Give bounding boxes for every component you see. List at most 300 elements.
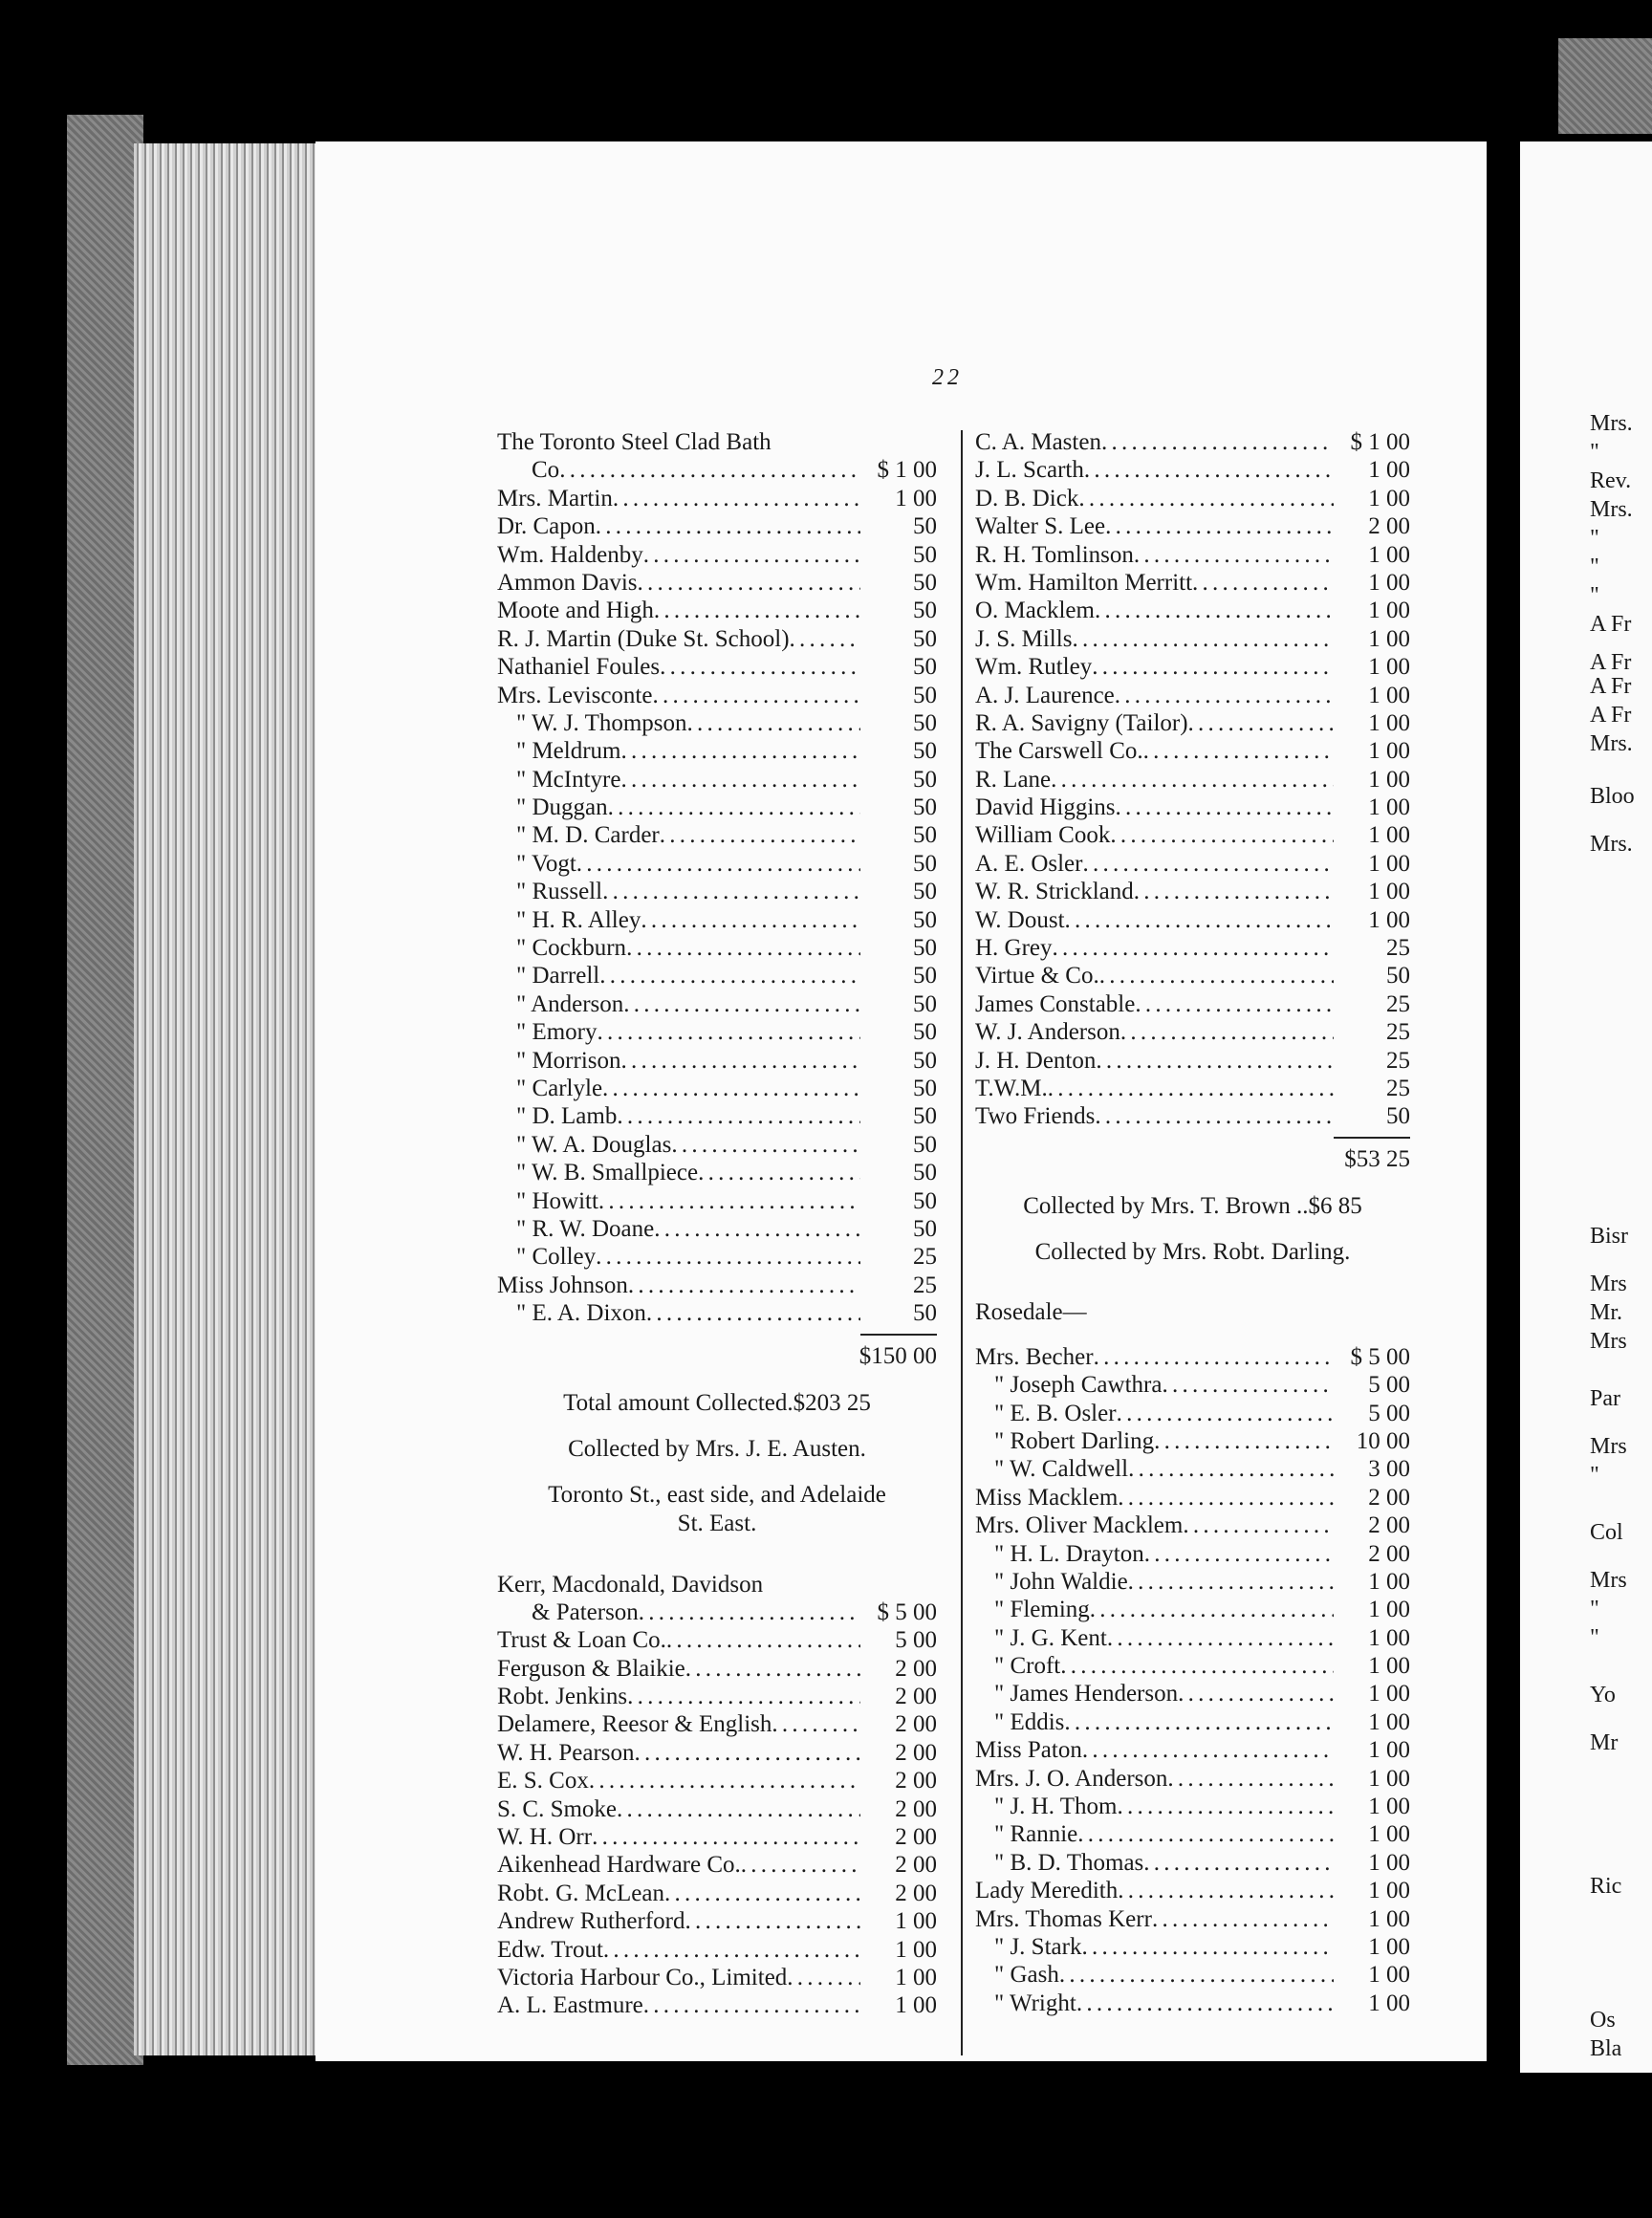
- donation-amount: 1 00: [895, 1964, 937, 1990]
- donation-amount: 1 00: [1368, 485, 1410, 511]
- dot-leader: [589, 1767, 860, 1794]
- donor-name: Mrs. Levisconte: [497, 682, 653, 708]
- dot-leader: [1082, 850, 1334, 878]
- list-item: [975, 428, 1410, 456]
- dot-leader: [1051, 766, 1334, 794]
- dot-leader: [1178, 1680, 1334, 1707]
- dot-leader: [1118, 1793, 1334, 1820]
- facing-page-fragment: ": [1590, 440, 1599, 465]
- donor-name: Co: [532, 457, 560, 484]
- donor-name: " W. J. Thompson: [516, 709, 687, 736]
- dot-leader: [687, 709, 860, 737]
- list-item: [497, 1907, 937, 1935]
- dot-leader: [654, 1215, 860, 1243]
- donor-name: Two Friends: [975, 1103, 1096, 1130]
- donor-name: " Wright: [994, 1990, 1076, 2016]
- facing-page-fragment: A Fr: [1590, 674, 1632, 699]
- dot-leader: [1072, 625, 1334, 653]
- donor-name: " W. A. Douglas: [516, 1131, 672, 1158]
- dot-leader: [1084, 456, 1334, 484]
- donor-name: R. Lane: [975, 766, 1052, 793]
- facing-page-fragment: A Fr: [1590, 650, 1632, 675]
- facing-page-fragment: ": [1590, 554, 1599, 579]
- donor-name: Andrew Rutherford: [497, 1908, 685, 1935]
- list-item: [975, 934, 1410, 962]
- list-item: [975, 1455, 1410, 1483]
- donor-name: " Fleming: [994, 1597, 1090, 1623]
- donation-amount: 2 00: [1368, 513, 1410, 540]
- donor-name: " Morrison: [516, 1047, 621, 1074]
- list-item: [497, 990, 937, 1018]
- list-item: [497, 821, 937, 849]
- dot-leader: [638, 569, 860, 597]
- donor-name: Delamere, Reesor & English: [497, 1711, 772, 1738]
- donor-name: Mrs. Becher: [975, 1343, 1094, 1370]
- dot-leader: [635, 1739, 860, 1767]
- donation-amount: 25: [913, 1244, 937, 1271]
- list-item: [975, 1018, 1410, 1046]
- list-item: [497, 1823, 937, 1851]
- list-item: [497, 1075, 937, 1102]
- list-item: [975, 1102, 1410, 1130]
- donation-amount: 1 00: [895, 1908, 937, 1935]
- dot-leader: [1152, 1905, 1334, 1933]
- list-item: [497, 1936, 937, 1964]
- donor-name: " D. Lamb: [516, 1103, 618, 1130]
- dot-leader: [1115, 682, 1334, 709]
- donor-name: R. J. Martin (Duke St. School): [497, 625, 790, 652]
- dot-leader: [1192, 569, 1334, 597]
- facing-page-fragment: Rev.: [1590, 468, 1632, 493]
- list-item: [497, 878, 937, 905]
- list-item: [975, 1793, 1410, 1820]
- donor-name: James Constable: [975, 990, 1136, 1017]
- dot-leader: [1116, 794, 1334, 821]
- list-item: [497, 1739, 937, 1767]
- dot-leader: [652, 682, 860, 709]
- list-item: [497, 682, 937, 709]
- donation-amount: 1 00: [1368, 625, 1410, 652]
- donor-name: " H. R. Alley: [516, 906, 641, 933]
- list-item: [975, 1765, 1410, 1793]
- facing-page-fragment: ": [1590, 526, 1599, 551]
- donor-name: W. R. Strickland: [975, 879, 1134, 905]
- list-item: [497, 737, 937, 765]
- donor-name: " Russell: [516, 879, 603, 905]
- list-item: [975, 1877, 1410, 1904]
- dot-leader: [1095, 597, 1334, 624]
- dot-leader: [790, 625, 860, 653]
- list-item: [975, 737, 1410, 765]
- donation-amount: 50: [913, 822, 937, 849]
- list-item: [497, 428, 937, 456]
- donation-amount: 1 00: [1368, 1849, 1410, 1876]
- donor-name: The Toronto Steel Clad Bath: [497, 429, 772, 455]
- donor-name: Trust & Loan Co.: [497, 1627, 666, 1654]
- dot-leader: [1167, 1765, 1334, 1793]
- donor-name: " Joseph Cawthra: [994, 1372, 1163, 1399]
- donor-name: W. H. Orr: [497, 1824, 593, 1851]
- donor-name: William Cook: [975, 822, 1111, 849]
- list-item: [975, 625, 1410, 653]
- dot-leader: [1134, 878, 1334, 905]
- donation-amount: 50: [913, 598, 937, 624]
- donation-amount: 50: [913, 990, 937, 1017]
- dot-leader: [654, 597, 860, 624]
- list-item: [497, 1598, 937, 1626]
- list-item: [975, 541, 1410, 569]
- left-second-list: [497, 1571, 937, 2020]
- donor-name: Dr. Capon: [497, 513, 596, 540]
- donor-name: Wm. Haldenby: [497, 541, 643, 568]
- donation-amount: 10 00: [1356, 1427, 1410, 1454]
- dot-leader: [1082, 1736, 1334, 1764]
- list-item: [497, 1767, 937, 1794]
- dot-leader: [608, 794, 860, 821]
- donation-amount: 50: [1386, 963, 1410, 989]
- dot-leader: [1117, 1400, 1334, 1427]
- donation-amount: 25: [913, 1272, 937, 1298]
- book-cover-cloth-right: [1558, 38, 1652, 134]
- dot-leader: [602, 1075, 860, 1102]
- list-item: [497, 1018, 937, 1046]
- donation-amount: 1 00: [1368, 1568, 1410, 1595]
- donor-name: R. A. Savigny (Tailor): [975, 709, 1188, 736]
- donation-amount: 50: [913, 794, 937, 821]
- list-item: [497, 1710, 937, 1738]
- list-item: [975, 1961, 1410, 1989]
- dot-leader: [685, 1655, 860, 1683]
- donor-name: The Carswell Co.: [975, 738, 1143, 765]
- list-item: [975, 1540, 1410, 1568]
- donor-name: Lady Meredith: [975, 1878, 1119, 1904]
- donor-name: " Duggan: [516, 794, 608, 821]
- darling-heading: Collected by Mrs. Robt. Darling.: [1034, 1238, 1351, 1265]
- donation-amount: 50: [913, 625, 937, 652]
- donation-amount: 25: [1386, 1075, 1410, 1101]
- dot-leader: [1053, 934, 1334, 962]
- list-item: [975, 1484, 1410, 1511]
- list-item: [975, 1568, 1410, 1596]
- donation-amount: 1 00: [1368, 794, 1410, 821]
- donation-amount: 50: [913, 1047, 937, 1074]
- dot-leader: [1128, 1568, 1334, 1596]
- list-item: [497, 1131, 937, 1159]
- donation-amount: 1 00: [1368, 541, 1410, 568]
- donation-amount: 1 00: [1368, 1905, 1410, 1932]
- list-item: [497, 1102, 937, 1130]
- donation-amount: 2 00: [895, 1880, 937, 1906]
- list-item: [975, 1371, 1410, 1399]
- facing-page-fragment: ": [1590, 583, 1599, 608]
- donation-amount: 50: [913, 541, 937, 568]
- donor-name: Mrs. J. O. Anderson: [975, 1765, 1168, 1792]
- donation-amount: 5 00: [1368, 1372, 1410, 1399]
- dot-leader: [1064, 1708, 1334, 1736]
- donor-name: Robt. G. McLean: [497, 1880, 664, 1906]
- list-item: [497, 1299, 937, 1327]
- list-item: [497, 597, 937, 624]
- donor-name: Miss Paton: [975, 1737, 1082, 1764]
- donor-name: " J. H. Thom: [994, 1794, 1118, 1820]
- facing-page-fragment: Mrs.: [1590, 832, 1633, 857]
- facing-page-fragment: Mrs.: [1590, 731, 1633, 756]
- facing-page-fragment: A Fr: [1590, 703, 1632, 728]
- list-item: [975, 766, 1410, 794]
- facing-page-fragment: Mrs: [1590, 1434, 1627, 1459]
- donation-amount: 1 00: [1368, 1878, 1410, 1904]
- donor-name: A. E. Osler: [975, 850, 1083, 877]
- donation-amount: 1 00: [1368, 1990, 1410, 2016]
- donation-amount: 50: [913, 709, 937, 736]
- dot-leader: [664, 1880, 860, 1907]
- facing-page-fragment: ": [1590, 1625, 1599, 1650]
- donation-amount: 2 00: [895, 1739, 937, 1766]
- donor-name: David Higgins: [975, 794, 1116, 821]
- donation-amount: 2 00: [895, 1824, 937, 1851]
- list-item: [975, 1708, 1410, 1736]
- donor-name: " Eddis: [994, 1708, 1065, 1735]
- donor-name: W. J. Anderson: [975, 1019, 1120, 1046]
- facing-page-fragment: Mrs.: [1590, 411, 1633, 436]
- facing-page-fragment: Col: [1590, 1520, 1623, 1545]
- dot-leader: [660, 653, 860, 681]
- list-item: [497, 512, 937, 540]
- list-item: [497, 456, 937, 484]
- dot-leader: [598, 1187, 860, 1215]
- donation-amount: 50: [913, 682, 937, 708]
- dot-leader: [1135, 990, 1334, 1018]
- left-first-total: $150 00: [859, 1342, 937, 1369]
- list-item: [497, 1047, 937, 1075]
- donation-amount: 1 00: [1368, 1624, 1410, 1651]
- dot-leader: [772, 1710, 860, 1738]
- dot-leader: [1059, 1961, 1334, 1989]
- dot-leader: [741, 1851, 860, 1879]
- donor-name: W. H. Pearson: [497, 1739, 635, 1766]
- facing-page-fragment: Mr.: [1590, 1300, 1623, 1325]
- list-item: [497, 485, 937, 512]
- donation-amount: 50: [913, 850, 937, 877]
- dot-leader: [623, 990, 860, 1018]
- donor-name: " J. G. Kent: [994, 1624, 1107, 1651]
- list-item: [497, 766, 937, 794]
- donation-amount: 1 00: [1368, 1681, 1410, 1707]
- list-item: [497, 709, 937, 737]
- dot-leader: [1060, 1652, 1334, 1680]
- donor-name: " Vogt: [516, 850, 576, 877]
- list-item: [497, 1215, 937, 1243]
- dot-leader: [1078, 485, 1334, 512]
- left-column: [497, 428, 937, 2020]
- donation-amount: 2 00: [895, 1711, 937, 1738]
- donor-name: " E. A. Dixon: [516, 1300, 646, 1327]
- dot-leader: [596, 512, 860, 540]
- donor-name: " Emory: [516, 1019, 598, 1046]
- list-item: [975, 906, 1410, 934]
- donor-name: Wm. Rutley: [975, 654, 1093, 681]
- dot-leader: [1090, 1596, 1334, 1623]
- donation-amount: 50: [913, 766, 937, 793]
- dot-leader: [660, 821, 860, 849]
- list-item: [497, 1571, 937, 1598]
- donor-name: " James Henderson: [994, 1681, 1179, 1707]
- dot-leader: [621, 1047, 860, 1075]
- list-item: [975, 1736, 1410, 1764]
- dot-leader: [1107, 1624, 1334, 1652]
- donor-name: " Gash: [994, 1962, 1059, 1989]
- donation-amount: 50: [913, 963, 937, 989]
- donor-name: H. Grey: [975, 935, 1053, 962]
- dot-leader: [1095, 1102, 1334, 1130]
- donor-name: " W. B. Smallpiece: [516, 1160, 699, 1186]
- left-first-list: [497, 428, 937, 1328]
- donation-amount: 50: [913, 1187, 937, 1214]
- donation-amount: 1 00: [1368, 1821, 1410, 1848]
- facing-page-fragment: ": [1590, 1597, 1599, 1621]
- donor-name: Miss Macklem: [975, 1484, 1119, 1511]
- dot-leader: [671, 1131, 860, 1159]
- donor-name: Nathaniel Foules: [497, 654, 661, 681]
- dot-leader: [559, 456, 860, 484]
- dot-leader: [639, 1598, 860, 1626]
- donor-name: " W. Caldwell: [994, 1456, 1129, 1483]
- donor-name: D. B. Dick: [975, 485, 1079, 511]
- donor-name: " B. D. Thomas: [994, 1849, 1144, 1876]
- dot-leader: [1076, 1990, 1334, 2017]
- dot-leader: [685, 1907, 860, 1935]
- facing-page-fragment: Bloo: [1590, 784, 1635, 809]
- list-item: [497, 850, 937, 878]
- donation-amount: 1 00: [1368, 457, 1410, 484]
- donor-name: Miss Johnson: [497, 1272, 628, 1298]
- donor-name: " McIntyre: [516, 766, 621, 793]
- donor-name: Ferguson & Blaikie: [497, 1655, 685, 1682]
- facing-page-fragment: Mrs: [1590, 1272, 1627, 1296]
- dot-leader: [1077, 1820, 1334, 1848]
- list-item: [975, 1820, 1410, 1848]
- facing-page-fragment: ": [1590, 1463, 1599, 1488]
- list-item: [975, 794, 1410, 821]
- donor-name: Mrs. Oliver Macklem: [975, 1512, 1184, 1539]
- donation-amount: 1 00: [1368, 850, 1410, 877]
- donation-amount: 2 00: [895, 1768, 937, 1794]
- donation-amount: $ 5 00: [1350, 1343, 1410, 1370]
- donation-amount: 1 00: [1368, 1794, 1410, 1820]
- dot-leader: [596, 1243, 860, 1271]
- dot-leader: [592, 1823, 860, 1851]
- list-item: [975, 1511, 1410, 1539]
- dot-leader: [1144, 1540, 1334, 1568]
- facing-page-fragment: Mrs: [1590, 1568, 1627, 1593]
- dot-leader: [1065, 906, 1334, 934]
- page-number: 22: [932, 365, 963, 390]
- dot-leader: [599, 962, 860, 989]
- dot-leader: [1154, 1427, 1334, 1455]
- donation-amount: 1 00: [1368, 1765, 1410, 1792]
- donor-name: " Darrell: [516, 963, 600, 989]
- list-item: [975, 1680, 1410, 1707]
- dot-leader: [646, 1299, 860, 1327]
- list-item: [497, 569, 937, 597]
- donation-amount: 1 00: [1368, 709, 1410, 736]
- donation-amount: 1 00: [1368, 1737, 1410, 1764]
- donor-name: Aikenhead Hardware Co.: [497, 1852, 741, 1879]
- dot-leader: [666, 1626, 860, 1654]
- dot-leader: [598, 1018, 861, 1046]
- dot-leader: [1101, 428, 1334, 456]
- list-item: [497, 1880, 937, 1907]
- list-item: [975, 485, 1410, 512]
- donation-amount: 1 00: [895, 1936, 937, 1963]
- donor-name: W. Doust: [975, 906, 1065, 933]
- donation-amount: 1 00: [895, 485, 937, 511]
- donor-name: J. H. Denton: [975, 1047, 1097, 1074]
- list-item: [975, 1596, 1410, 1623]
- list-item: [497, 1991, 937, 2019]
- dot-leader: [602, 878, 860, 905]
- list-item: [497, 934, 937, 962]
- donation-amount: $ 1 00: [877, 457, 937, 484]
- list-item: [975, 1849, 1410, 1877]
- list-item: [975, 878, 1410, 905]
- facing-page-fragment: Os: [1590, 2008, 1616, 2033]
- donor-name: " Colley: [516, 1244, 597, 1271]
- dot-leader: [1105, 512, 1334, 540]
- donation-amount: 50: [913, 879, 937, 905]
- donation-amount: 2 00: [895, 1655, 937, 1682]
- right-second-list: [975, 1343, 1410, 2017]
- list-item: [975, 1652, 1410, 1680]
- donor-name: Mrs. Martin: [497, 485, 613, 511]
- donation-amount: 50: [913, 1019, 937, 1046]
- donor-name: " M. D. Carder: [516, 822, 660, 849]
- donation-amount: 25: [1386, 935, 1410, 962]
- donation-amount: 2 00: [895, 1795, 937, 1822]
- list-item: [975, 850, 1410, 878]
- donation-amount: 50: [913, 1131, 937, 1158]
- list-item: [975, 990, 1410, 1018]
- donor-name: C. A. Masten: [975, 429, 1101, 455]
- donation-amount: 1 00: [1368, 738, 1410, 765]
- donation-amount: 1 00: [1368, 1597, 1410, 1623]
- dot-leader: [1110, 821, 1334, 849]
- dot-leader: [1162, 1371, 1334, 1399]
- list-item: [497, 541, 937, 569]
- list-item: [497, 1964, 937, 1991]
- donation-amount: 1 00: [1368, 1933, 1410, 1960]
- list-item: [497, 906, 937, 934]
- list-item: [497, 1187, 937, 1215]
- list-item: [975, 1933, 1410, 1961]
- facing-page-fragment: Ric: [1590, 1874, 1622, 1899]
- list-item: [497, 1626, 937, 1654]
- donor-name: " Howitt: [516, 1187, 598, 1214]
- donor-name: " Anderson: [516, 990, 624, 1017]
- dot-leader: [1094, 1343, 1334, 1371]
- donation-amount: 50: [913, 513, 937, 540]
- donor-name: Wm. Hamilton Merritt: [975, 569, 1193, 596]
- donor-name: R. H. Tomlinson: [975, 541, 1134, 568]
- donor-name: " E. B. Osler: [994, 1400, 1117, 1426]
- dot-leader: [576, 850, 860, 878]
- dot-leader: [627, 1683, 860, 1710]
- dot-leader: [1096, 1047, 1334, 1075]
- facing-page-fragment: Mrs: [1590, 1329, 1627, 1354]
- donor-name: " Carlyle: [516, 1075, 603, 1101]
- donation-amount: 50: [913, 1075, 937, 1101]
- donor-name: " H. L. Drayton: [994, 1540, 1144, 1567]
